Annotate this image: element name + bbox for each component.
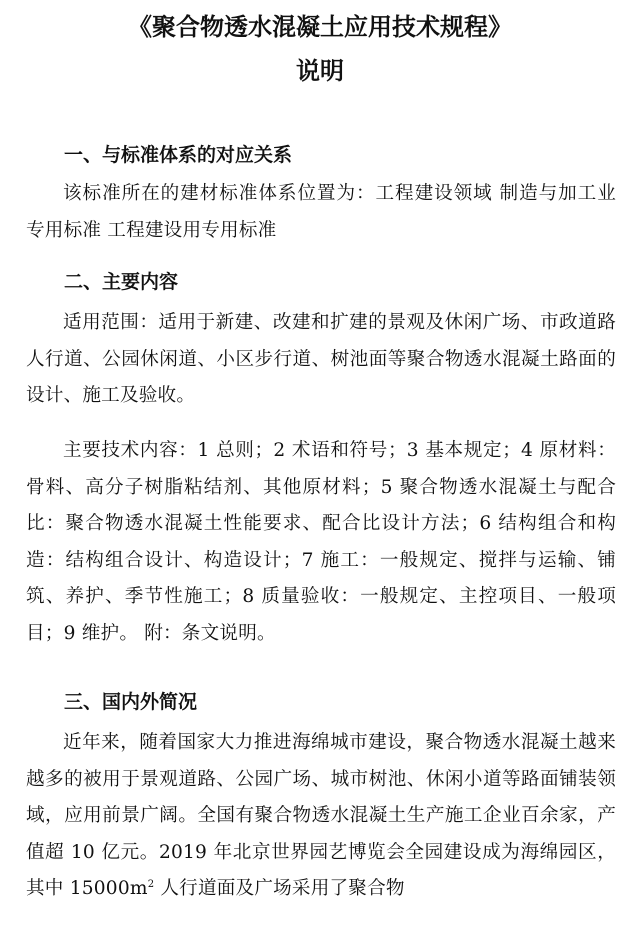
section-heading-3: 三、国内外简况 xyxy=(64,691,198,713)
section-1-paragraph-1: 该标准所在的建材标准体系位置为：工程建设领域 制造与加工业 专用标准 工程建设用专用标准 xyxy=(26,183,616,241)
document-subtitle: 说明 xyxy=(296,57,344,85)
document-title: 《聚合物透水混凝土应用技术规程》 xyxy=(128,13,512,41)
section-heading-1: 一、与标准体系的对应关系 xyxy=(64,144,293,166)
section-2-paragraph-1: 适用范围：适用于新建、改建和扩建的景观及休闲广场、市政道路人行道、公园休闲道、小区步行道、树池面等聚合物透水混凝土路面的设计、施工及验收。 xyxy=(26,312,616,407)
section-2-paragraph-2: 主要技术内容：1 总则；2 术语和符号；3 基本规定；4 原材料：骨料、高分子树脂粘结剂、其他原材料；5 聚合物透水混凝土与配合比：聚合物透水混凝土性能要求、配合比设计方法；6 结构组合和构造：结构组合设计、构造设计；7 施工：一般规定、搅拌与运输、铺筑、养护、季节性施工；8 质量验收：一般规定、主控项目、一般项目；9 维护。 附：条文说明。 xyxy=(26,440,616,644)
superscript-2: 2 xyxy=(147,879,155,891)
section-3-paragraph-1-text: 近年来，随着国家大力推进海绵城市建设，聚合物透水混凝土越来越多的被用于景观道路、公园广场、城市树池、休闲小道等路面铺装领域，应用前景广阔。全国有聚合物透水混凝土生产施工企业百余家，产值超 10 亿元。2019 年北京世界园艺博览会全园建设成为海绵园区，其中 15000m xyxy=(26,732,616,900)
section-heading-2: 二、主要内容 xyxy=(64,271,179,293)
section-3-paragraph-1-tail: 人行道面及广场采用了聚合物 xyxy=(154,878,405,900)
section-3-paragraph-1 xyxy=(26,725,616,908)
